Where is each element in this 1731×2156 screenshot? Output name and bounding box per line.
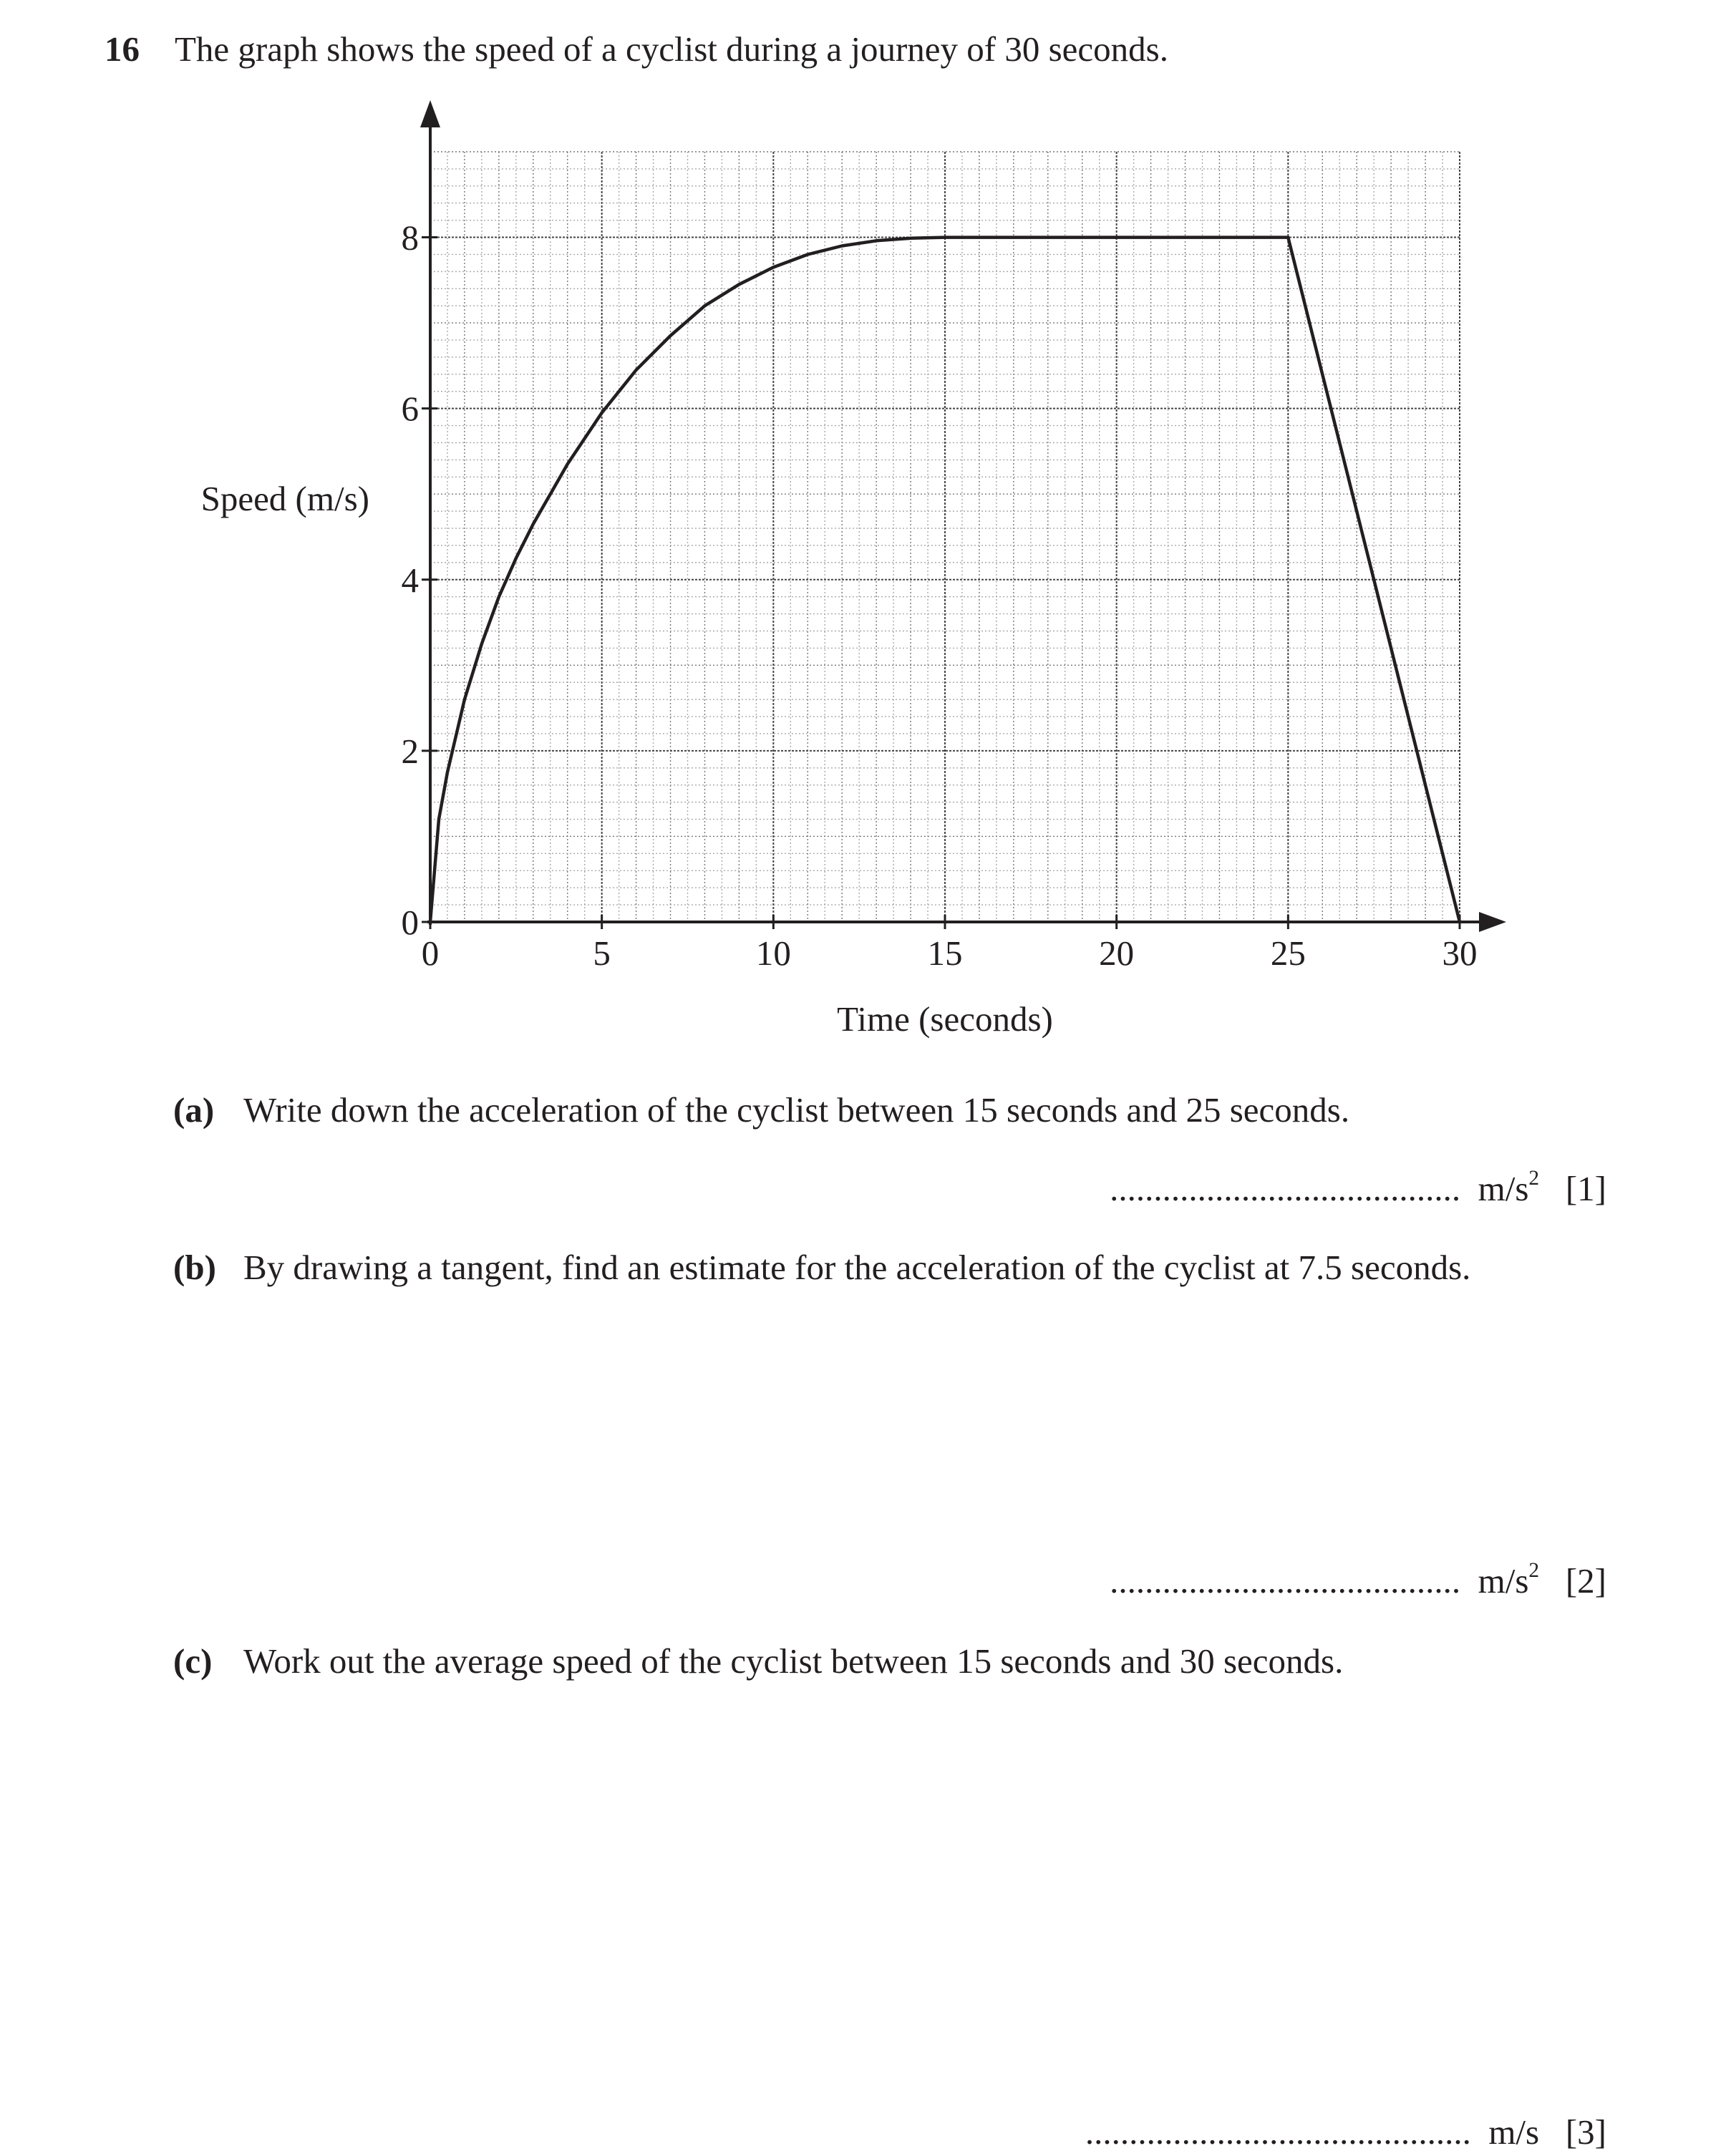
y-tick-label: 4	[401, 560, 419, 600]
part-c-answer-line	[1085, 2114, 1606, 2150]
y-axis-arrow	[420, 100, 440, 127]
part-c-label: (c)	[173, 1641, 213, 1681]
chart-grid	[430, 152, 1460, 922]
answer-dots[interactable]: ........................................	[1110, 1561, 1461, 1601]
x-tick-label: 10	[755, 933, 791, 973]
question-number: 16	[105, 29, 140, 69]
x-tick-label: 30	[1442, 933, 1478, 973]
x-axis-arrow	[1479, 912, 1506, 932]
part-a-label: (a)	[173, 1090, 215, 1130]
y-tick-label: 2	[401, 731, 419, 771]
part-b-label: (b)	[173, 1248, 216, 1287]
unit: m/s	[1488, 2112, 1540, 2152]
chart-axes	[420, 100, 1506, 932]
x-tick-label: 20	[1099, 933, 1135, 973]
unit: $m/s^2$	[1478, 1166, 1540, 1208]
chart-labels	[201, 218, 1478, 1039]
chart-ticks	[422, 238, 1460, 929]
y-tick-label: 6	[401, 389, 419, 429]
x-axis-label: Time (seconds)	[837, 999, 1053, 1039]
marks: [2]	[1565, 1561, 1606, 1601]
y-tick-label: 8	[401, 218, 419, 258]
x-tick-label: 15	[927, 933, 963, 973]
marks: [3]	[1565, 2112, 1606, 2152]
question-intro: The graph shows the speed of a cyclist during a journey of 30 seconds.	[175, 29, 1168, 69]
unit: $m/s^2$	[1478, 1558, 1540, 1601]
x-tick-label: 0	[421, 933, 440, 973]
part-b-text: By drawing a tangent, find an estimate for the acceleration of the cyclist at 7.5 seconds.	[243, 1248, 1471, 1287]
answer-dots[interactable]: ............................................	[1085, 2112, 1471, 2152]
marks: [1]	[1565, 1169, 1606, 1208]
x-tick-label: 25	[1270, 933, 1306, 973]
speed-time-graph	[0, 0, 1731, 1059]
y-tick-label: 0	[401, 903, 419, 942]
part-a-text: Write down the acceleration of the cyclist between 15 seconds and 25 seconds.	[243, 1090, 1350, 1130]
part-c-text: Work out the average speed of the cyclist between 15 seconds and 30 seconds.	[243, 1641, 1344, 1681]
answer-dots[interactable]: ........................................	[1110, 1169, 1461, 1208]
x-tick-label: 5	[593, 933, 611, 973]
y-axis-label: Speed (m/s)	[200, 479, 369, 518]
part-b-answer-line	[1110, 1558, 1606, 1601]
part-a-answer-line	[1110, 1166, 1606, 1208]
